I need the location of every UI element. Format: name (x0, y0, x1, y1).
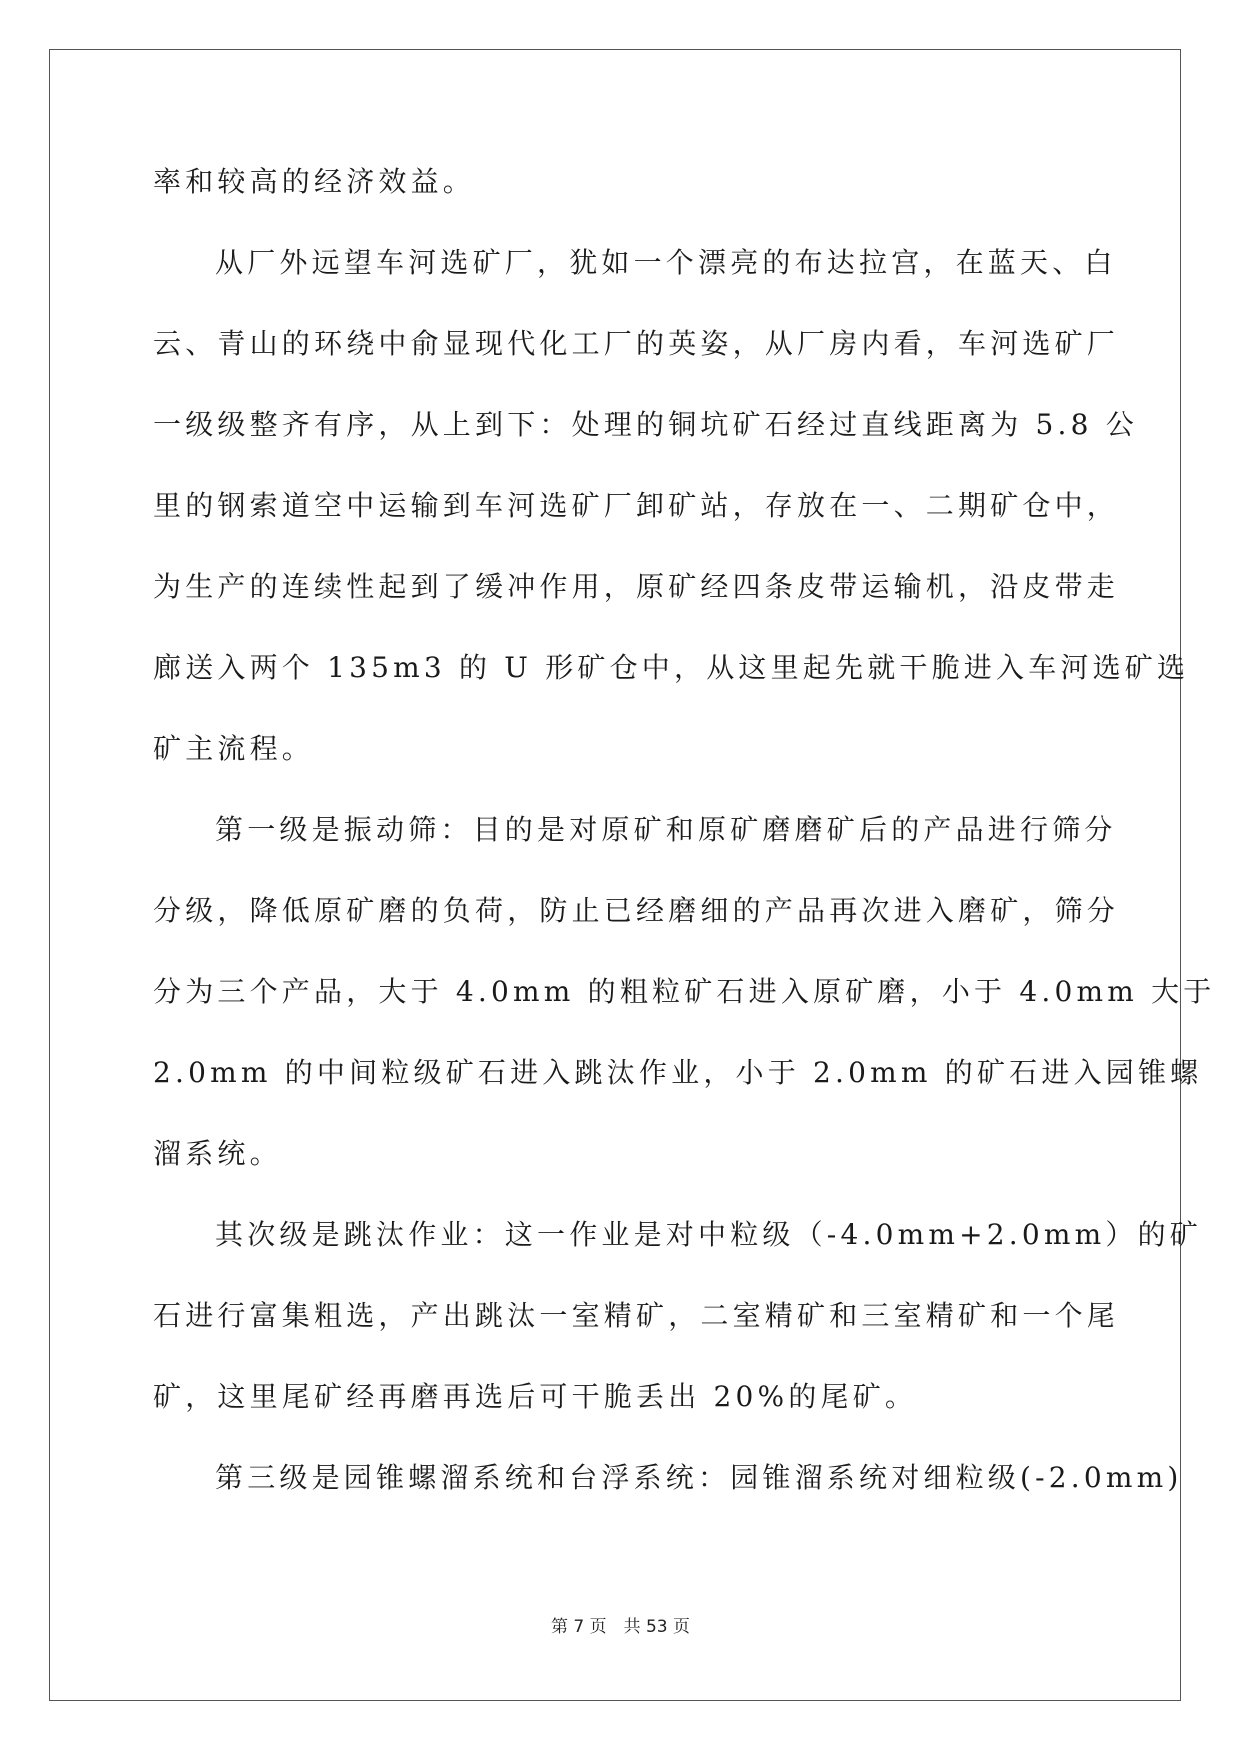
text-line: 2.0mm 的中间粒级矿石进入跳汰作业，小于 2.0mm 的矿石进入园锥螺 (153, 1056, 1203, 1089)
text-line: 石进行富集粗选，产出跳汰一室精矿，二室精矿和三室精矿和一个尾 (153, 1299, 1120, 1332)
text-line: 溜系统。 (153, 1137, 282, 1170)
text-line: 矿，这里尾矿经再磨再选后可干脆丢出 20%的尾矿。 (153, 1380, 918, 1413)
text-line: 里的钢索道空中运输到车河选矿厂卸矿站，存放在一、二期矿仓中， (153, 489, 1120, 522)
text-line: 分级，降低原矿磨的负荷，防止已经磨细的产品再次进入磨矿，筛分 (153, 894, 1120, 927)
text-line: 分为三个产品，大于 4.0mm 的粗粒矿石进入原矿磨，小于 4.0mm 大于 (153, 975, 1216, 1008)
page-number-footer: 第 7 页 共 53 页 (550, 1617, 691, 1637)
paragraph-start-line: 其次级是跳汰作业：这一作业是对中粒级（-4.0mm+2.0mm）的矿 (215, 1218, 1202, 1251)
paragraph-start-line: 第三级是园锥螺溜系统和台浮系统：园锥溜系统对细粒级(-2.0mm) (215, 1461, 1183, 1494)
document-body (153, 150, 1216, 1527)
text-line: 一级级整齐有序，从上到下：处理的铜坑矿石经过直线距离为 5.8 公 (153, 408, 1138, 441)
text-line: 为生产的连续性起到了缓冲作用，原矿经四条皮带运输机，沿皮带走 (153, 570, 1120, 603)
text-line: 率和较高的经济效益。 (153, 165, 476, 198)
paragraph-start-line: 从厂外远望车河选矿厂，犹如一个漂亮的布达拉宫，在蓝天、白 (215, 246, 1117, 279)
paragraph-start-line: 第一级是振动筛：目的是对原矿和原矿磨磨矿后的产品进行筛分 (215, 813, 1117, 846)
text-line: 矿主流程。 (153, 732, 315, 765)
text-line: 云、青山的环绕中俞显现代化工厂的英姿，从厂房内看，车河选矿厂 (153, 327, 1120, 360)
text-line: 廊送入两个 135m3 的 U 形矿仓中，从这里起先就干脆进入车河选矿选 (153, 651, 1190, 684)
